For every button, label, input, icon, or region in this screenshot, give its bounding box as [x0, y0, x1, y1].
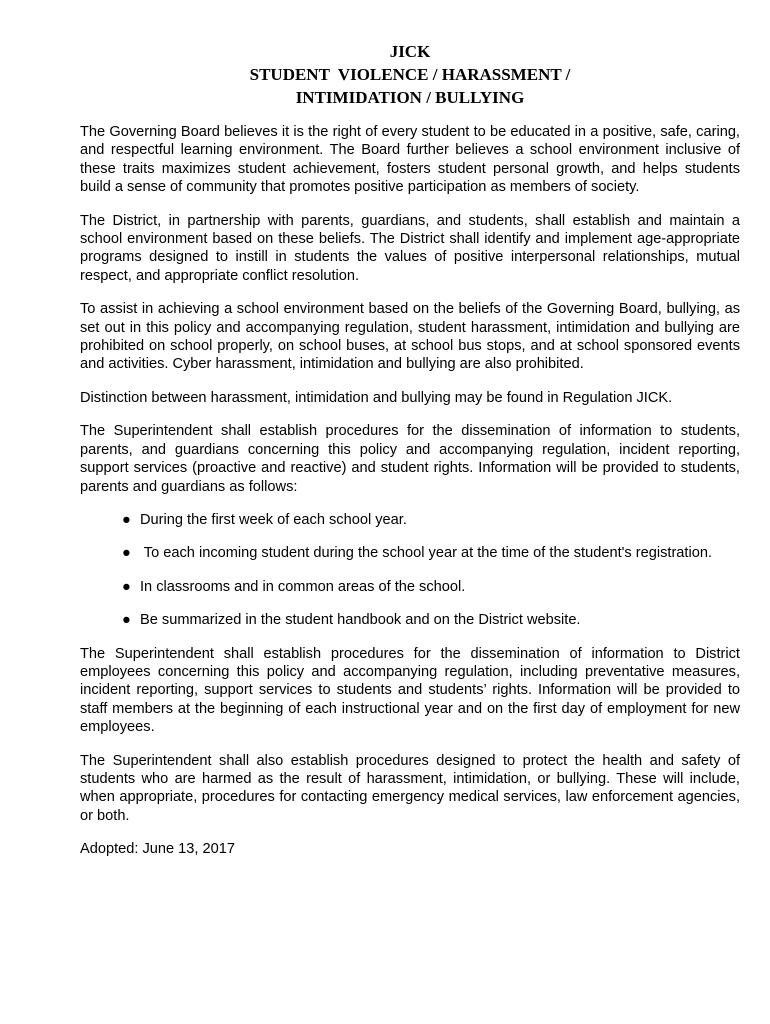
list-item-text: In classrooms and in common areas of the school.: [140, 578, 466, 595]
paragraph-district-partnership: The District, in partnership with parents, guardians, and students, shall establish and maintain a school environment based on these beliefs. The District shall identify and implement age-appropriate programs designed to instill in students the values of positive interpersonal relationships, mutual respect, and appropriate conflict resolution.: [80, 212, 740, 284]
list-item: [122, 611, 740, 629]
paragraph-prohibitions: To assist in achieving a school environment based on the beliefs of the Governing Board, bullying, as set out in this policy and accompanying regulation, student harassment, intimidation and bullying are prohibited on school properly, on school buses, at school bus stops, and at school sponsored events and activities. Cyber harassment, intimidation and bullying are also prohibited.: [80, 301, 740, 373]
adopted-date: Adopted: June 13, 2017: [80, 841, 235, 858]
list-item: [122, 578, 740, 596]
list-item-text: Be summarized in the student handbook and on the District website.: [140, 612, 581, 629]
policy-body: [80, 123, 740, 859]
policy-page: [80, 40, 740, 874]
bullet-icon: ●: [122, 578, 131, 595]
bullet-icon: ●: [122, 511, 131, 528]
information-schedule-list: [80, 511, 740, 630]
list-item: [122, 544, 740, 562]
paragraph-board-beliefs: The Governing Board believes it is the right of every student to be educated in a positive, safe, caring, and respectful learning environment. The Board further believes a school environment inclusive of these traits maximizes student achievement, fosters student personal growth, and helps students build a sense of community that promotes positive participation as members of society.: [80, 124, 740, 196]
title-line-1: STUDENT VIOLENCE / HARASSMENT /: [249, 65, 571, 84]
paragraph-dissemination-students: The Superintendent shall establish procedures for the dissemination of information to students, parents, and guardians concerning this policy and accompanying regulation, incident reporting, support services (proactive and reactive) and student rights. Information will be provided to students, parents and guardians as follows:: [80, 423, 740, 495]
list-item-text: To each incoming student during the school year at the time of the student's registration.: [140, 545, 713, 562]
title-line-2: INTIMIDATION / BULLYING: [295, 88, 525, 107]
bullet-icon: ●: [122, 612, 131, 629]
list-item-text: During the first week of each school year.: [140, 511, 407, 528]
paragraph-student-protection: The Superintendent shall also establish procedures designed to protect the health and safety of students who are harmed as the result of harassment, intimidation, or bullying. These will include, when appropriate, procedures for contacting emergency medical services, law enforcement agencies, or both.: [80, 752, 740, 824]
document-title: [80, 40, 740, 109]
list-item: [122, 511, 740, 529]
paragraph-dissemination-employees: The Superintendent shall establish procedures for the dissemination of information to District employees concerning this policy and accompanying regulation, including preventative measures, incident reporting, support services to students and students’ rights. Information will be provided to staff members at the beginning of each instructional year and on the first day of employment for new employees.: [80, 645, 740, 736]
policy-code: JICK: [389, 42, 431, 61]
bullet-icon: ●: [122, 545, 131, 562]
paragraph-distinction: Distinction between harassment, intimidation and bullying may be found in Regulation JICK.: [80, 389, 673, 406]
